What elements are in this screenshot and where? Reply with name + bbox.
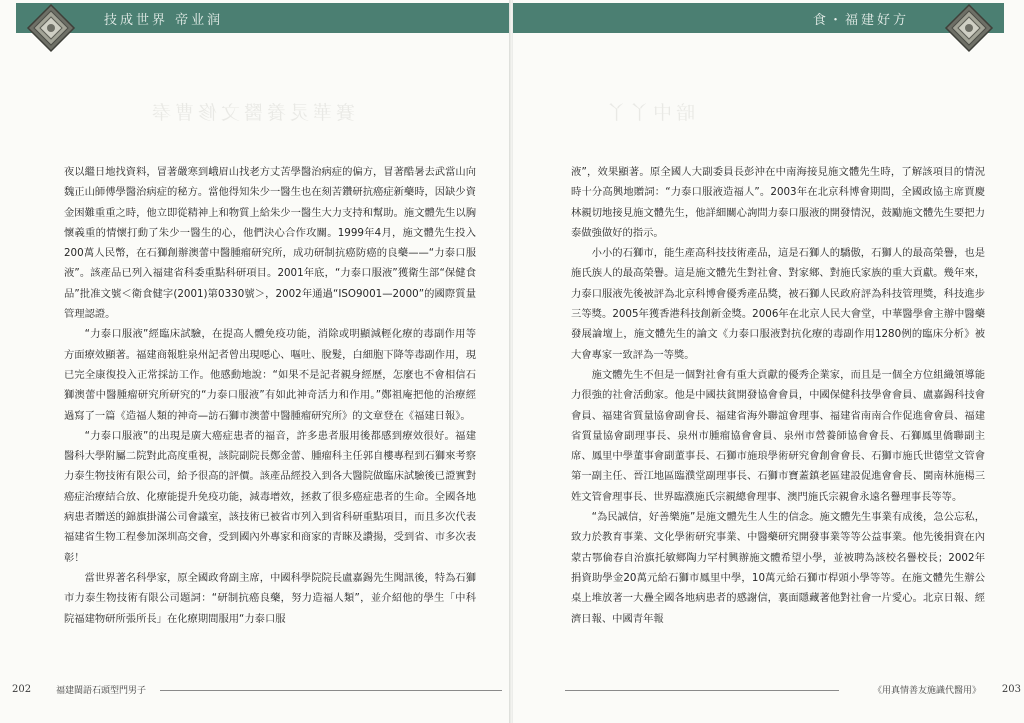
paragraph: 液”，效果顯著。原全國人大副委員長彭沖在中南海接見施文體先生時，了解該項目的情況時十分高興地贈詞：“力泰口服液造福人”。2003年在北京科博會期間，全國政協主席賈慶林親切地接見施文體先生，他詳細關心詢問力泰口服液的開發情況，鼓勵施文體先生要把力泰做強做好的指示。 [571,166,985,239]
bleed-through-heading: 暗中丫丫 [603,102,696,124]
page-number: 203 [1001,684,1021,695]
header-band [513,3,1004,33]
running-header-title: 食・福建好方 [812,13,909,28]
right-page [513,0,1024,723]
page-footer [513,682,1021,698]
footer-rule [565,690,839,691]
footer-label: 福建閩語石頭型門男子 [56,686,147,696]
diamond-emblem-icon [944,3,994,53]
left-page [0,0,511,723]
paragraph: “力泰口服液”經臨床試驗，在提高人體免疫功能，消除或明顯減輕化療的毒副作用等方面療效顯著。福建商報駐泉州記者曾出現噁心、嘔吐、脫髮，白細胞下降等毒副作用，現已完全康復投入正常採訪工作。他感動地說：“如果不是記者親身經歷，怎麼也不會相信石獅澳蕾中醫腫瘤研究所研究的“力泰口服液”有如此神奇活力和作用。”鄭祖庵把他的治療經過寫了一篇《造福人類的神奇—訪石獅市澳蕾中醫腫瘤研究所》的文章登在《福建日報》。 [64,328,476,422]
body-text [571,162,985,629]
header-band [16,3,511,33]
running-header-title: 技成世界 帝业润 [104,13,224,28]
paragraph: 小小的石獅市，能生產高科技技術產品，這是石獅人的驕傲，石獅人的最高榮譽，也是施氏族人的最高榮譽。這是施文體先生對社會、對家鄉、對施氏家族的重大貢獻。幾年來，力泰口服液先後被評為北京科博會優秀產品獎，被石獅人民政府評為科技管理獎，科技進步三等獎。2005年獲香港科技創新金獎。2006年在北京人民大會堂，中華醫學會主辦中醫藥發展論壇上，施文體先生的論文《力泰口服液對抗化療的毒副作用1280例的臨床分析》被大會專家一致評為一等獎。 [571,247,985,361]
paragraph: “力泰口服液”的出現是廣大癌症患者的福音，許多患者服用後都感到療效很好。福建醫科大學附屬二院對此高度重視，該院副院長鄭金蕾、腫瘤科主任郭自樓專程到石獅來考察力泰生物技術有限公司，給予很高的評價。該產品經投入到各大醫院做臨床試驗後已證實對癌症治療結合放、化療能提升免疫功能，減毒增效，拯救了很多癌症患者的生命。全國各地病患者贈送的錦旗掛滿公司會議室，該技術已被省市列入到省科研重點項目，而且多次代表福建省生物工程參加深圳高交會，受到國內外專家和商家的青睞及讚揚，受到省、市多次表彰！ [64,429,476,564]
diamond-emblem-icon [26,3,76,53]
page-number: 202 [12,684,32,695]
paragraph: 施文體先生不但是一個對社會有重大貢獻的優秀企業家，而且是一個全方位組織領導能力很強的社會活動家。他是中國扶貧開發協會會員，中國保健科技學會會員、盧嘉錫科技會會員、福建省質量協會副會長、福建省海外聯誼會理事、福建省南南合作促進會會員、福建省質量協會副理事長、泉州市腫瘤協會會員、泉州市營養師協會會長、石獅鳳里僑聯副主席、鳳里中學董事會副董事長、石獅市施琅學術研究會創會會長、石獅市施氏世德堂文管會第一副主任、晉江地區臨濮堂副理事長、石獅市寶蓋鎮老區建設促進會會長、閩南林施楊三姓文管會理事長、世界臨濮施氏宗親總會理事、澳門施氏宗親會永遠名譽理事長等等。 [571,368,985,503]
paragraph: 當世界著名科學家，原全國政脅副主席，中國科學院院長盧嘉錫先生聞訊後，特為石獅市力泰生物技術有限公司題詞：“研制抗癌良藥，努力造福人類”，並介紹他的學生「中科院福建物研所張所長」在化療期間服用“力泰口服 [64,571,476,625]
body-text [64,162,476,629]
paragraph: 夜以繼日地找資料，冒著嚴寒到峨眉山找老方丈苦學醫治病症的偏方，冒著酷暑去武當山向魏正山師傅學醫治病症的秘方。當他得知朱少一醫生也在刻苦鑽研抗癌症新藥時，因缺少資金困難重重之時，他立即從精神上和物質上給朱少一醫生大力支持和幫助。施文體先生以胸懷義重的情懷打動了朱少一醫生的心，他們決心合作攻關。1999年4月，施文體先生投入200萬人民幣，在石獅創辦澳蕾中醫腫瘤研究所，成功研制抗癌防癌的良藥——“力泰口服液”。該產品已列入福建省科委重點科研項目。2001年底，“力泰口服液”獲衛生部“保健食品”批准文號＜衛食健字(2001)第0330號＞，2002年通過“ISO9001—2000”的國際質量管理認證。 [64,166,476,321]
footer-rule [160,690,502,691]
paragraph: “為民誠信，好善樂施”是施文體先生人生的信念。施文體先生事業有成後，急公忘私，致力於教育事業、文化學術研究事業、中醫藥研究開發事業等等公益事業。他先後捐資在內蒙古鄂倫春自治旗托敏鄉陶力罕村興辦施文體希望小學，並被聘為該校名譽校長；2002年捐資助學金20萬元給石獅市鳳里中學，10萬元給石獅市桿頭小學等等。在施文體先生辦公桌上堆放著一大疊全國各地病患者的感謝信，裏面隱藏著他對社會一片愛心。北京日報、經濟日報、中國青年報 [571,511,985,625]
page-footer [12,682,502,698]
footer-label: 《用真情善友施識代醫用》 [872,686,981,696]
bleed-through-heading: 賽華灵養醫文修曹奉 [148,102,356,124]
